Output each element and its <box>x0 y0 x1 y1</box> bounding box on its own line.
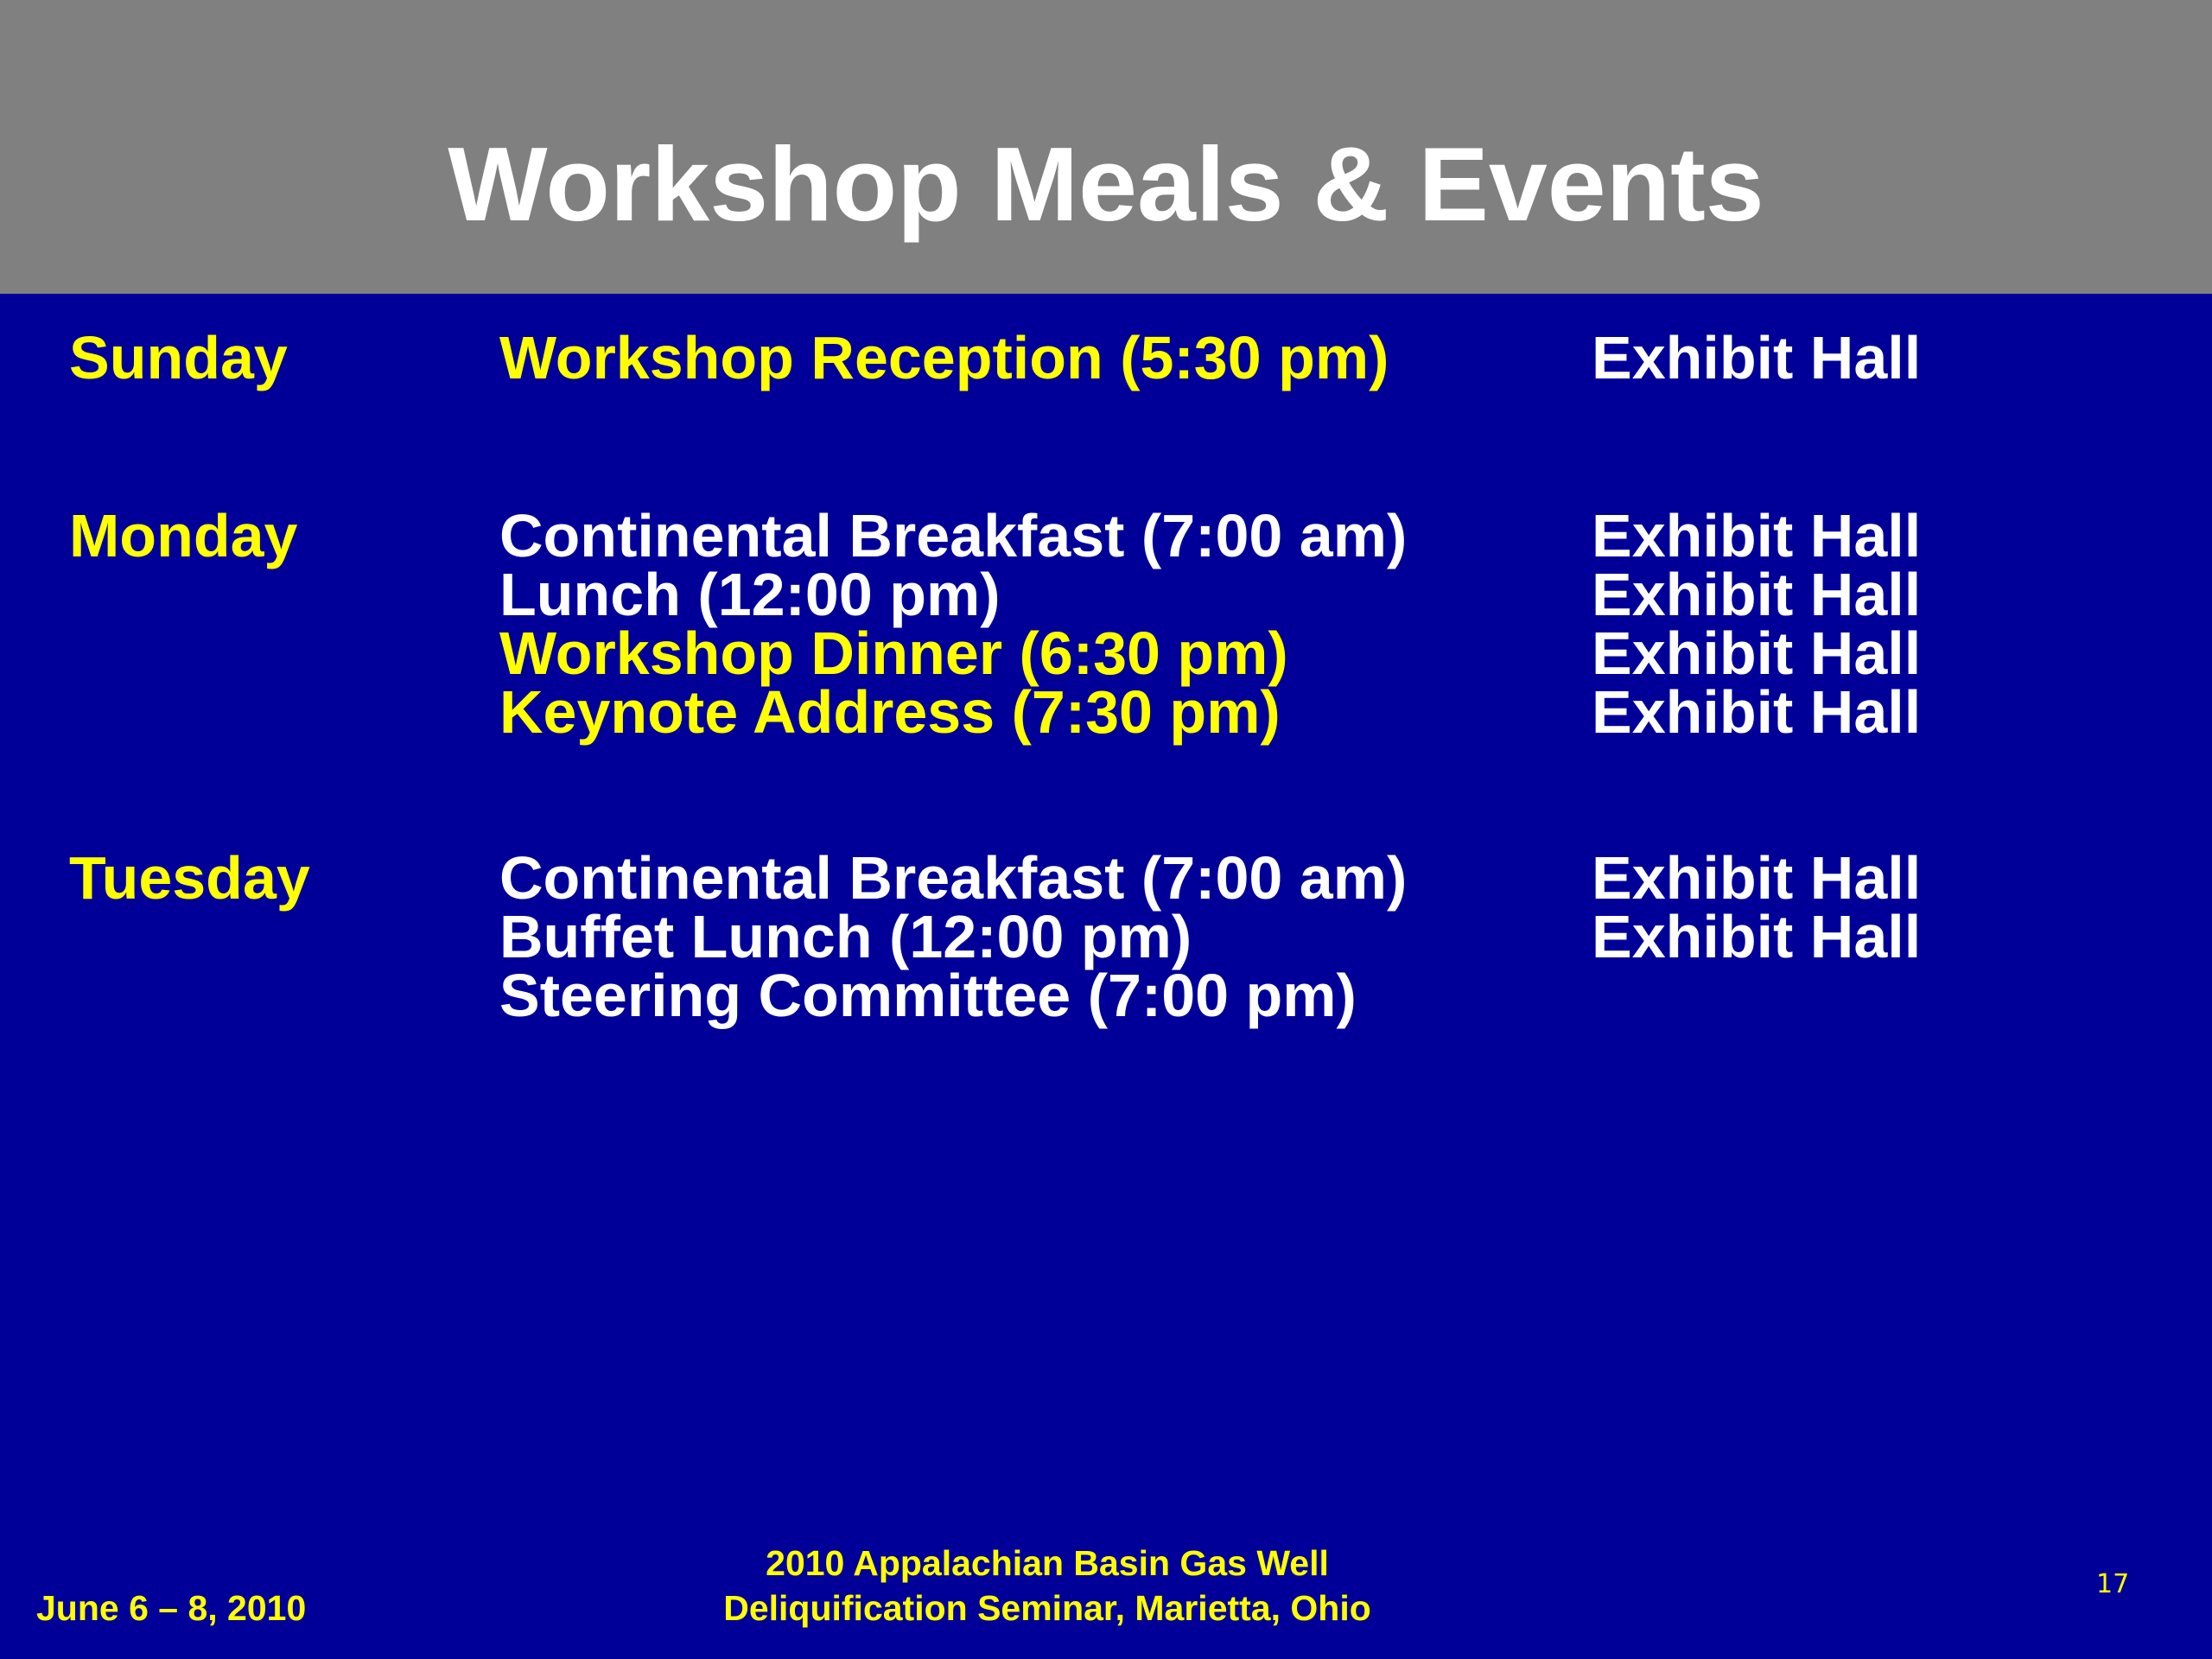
day-tuesday: Tuesday <box>69 844 310 912</box>
footer-seminar <box>588 1541 1507 1630</box>
slide-number: 17 <box>2096 1569 2130 1599</box>
event-tuesday-steering: Steering Committee (7:00 pm) <box>499 962 1357 1029</box>
event-tuesday-breakfast: Continental Breakfast (7:00 am) <box>499 844 1408 912</box>
event-monday-breakfast: Continental Breakfast (7:00 am) <box>499 502 1408 569</box>
location-tuesday-lunch: Exhibit Hall <box>1592 903 1922 970</box>
day-sunday: Sunday <box>69 324 288 391</box>
location-tuesday-breakfast: Exhibit Hall <box>1592 844 1922 912</box>
event-monday-dinner: Workshop Dinner (6:30 pm) <box>499 620 1288 687</box>
location-sunday-reception: Exhibit Hall <box>1592 324 1922 391</box>
footer-seminar-line2: Deliquification Seminar, Marietta, Ohio <box>723 1588 1371 1628</box>
location-monday-keynote: Exhibit Hall <box>1592 678 1922 746</box>
day-monday: Monday <box>69 502 298 569</box>
location-monday-breakfast: Exhibit Hall <box>1592 502 1922 569</box>
location-monday-dinner: Exhibit Hall <box>1592 620 1922 687</box>
slide-title: Workshop Meals & Events <box>448 125 1764 243</box>
footer-seminar-line1: 2010 Appalachian Basin Gas Well <box>766 1543 1329 1583</box>
location-monday-lunch: Exhibit Hall <box>1592 561 1922 628</box>
event-sunday-reception: Workshop Reception (5:30 pm) <box>499 324 1389 391</box>
event-tuesday-lunch: Buffet Lunch (12:00 pm) <box>499 903 1192 970</box>
footer-date: June 6 – 8, 2010 <box>36 1588 307 1628</box>
event-monday-keynote: Keynote Address (7:30 pm) <box>499 678 1281 746</box>
event-monday-lunch: Lunch (12:00 pm) <box>499 561 1001 628</box>
